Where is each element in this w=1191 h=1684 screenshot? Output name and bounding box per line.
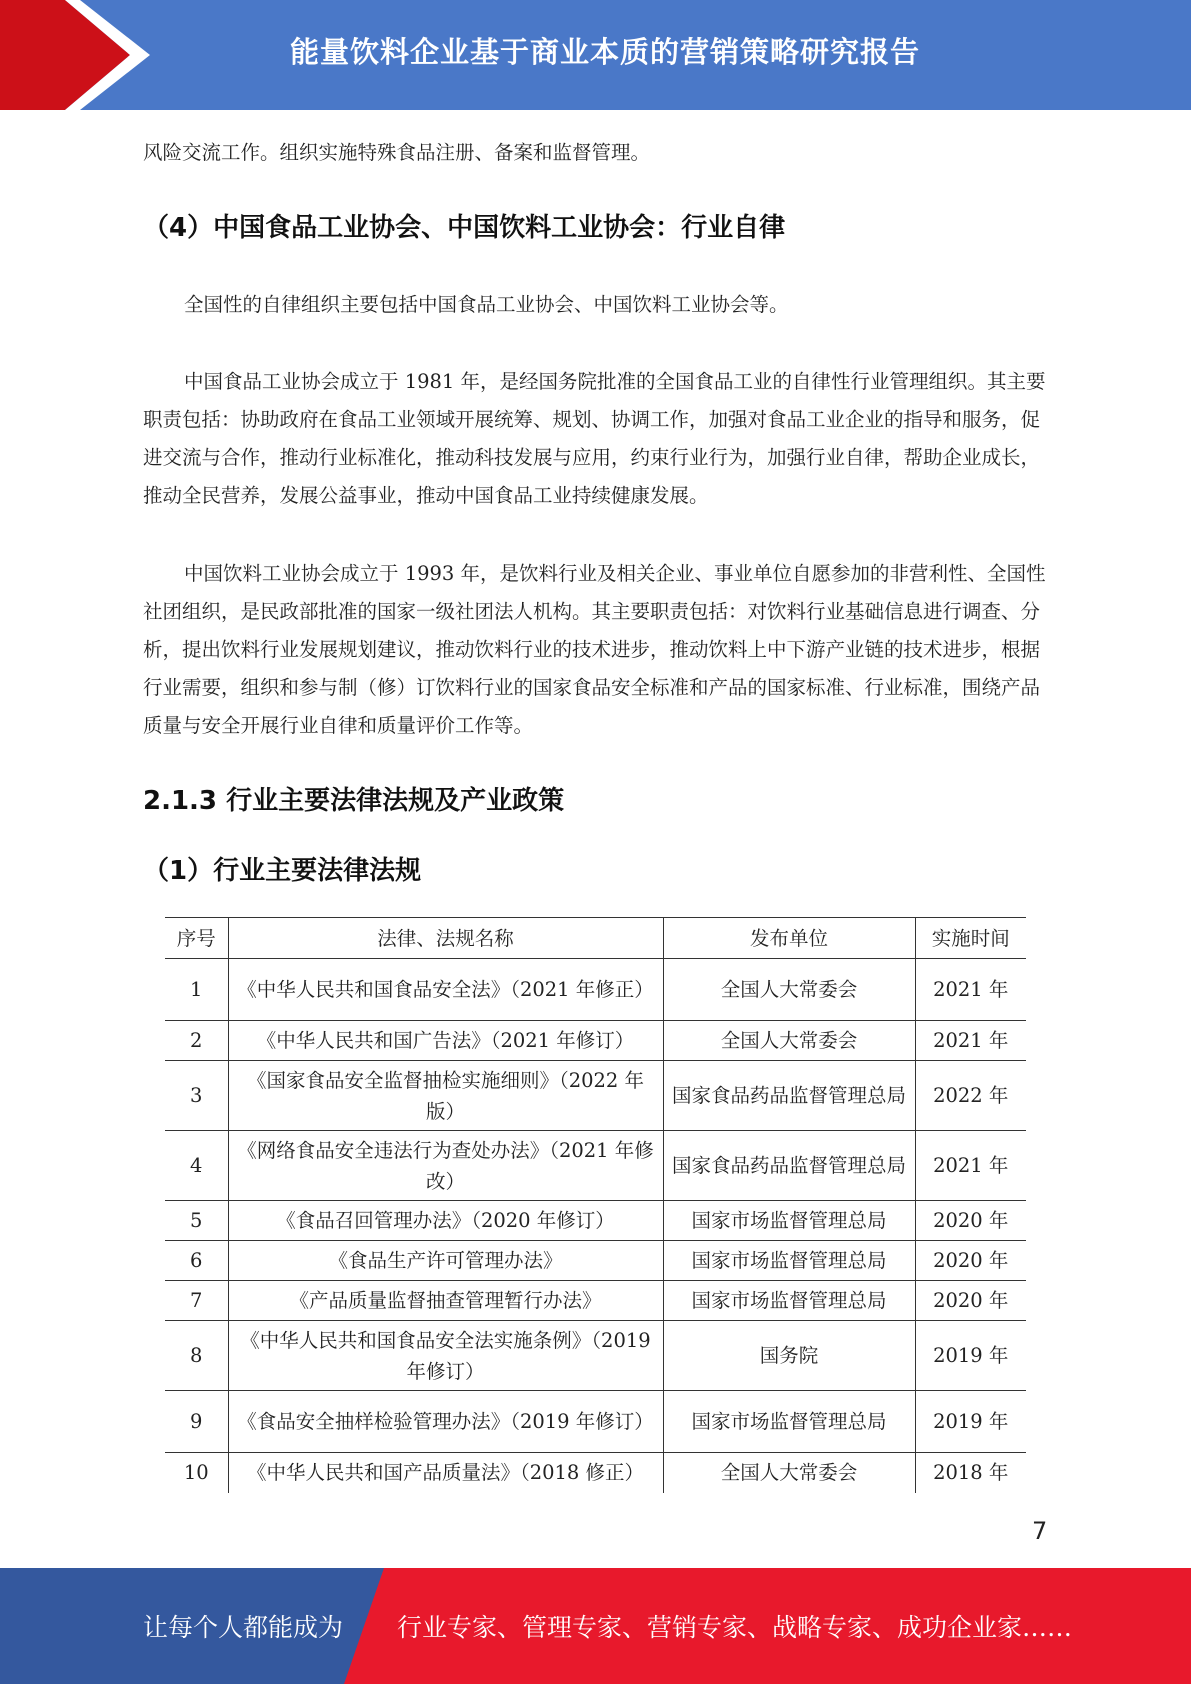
page-header — [0, 0, 1191, 110]
heading-main-laws: （1）行业主要法律法规 — [143, 856, 422, 886]
footer-slogan-roles: 行业专家、管理专家、营销专家、战略专家、成功企业家…… — [397, 1613, 1073, 1642]
cell-effective-date: 2021 年 — [915, 1131, 1026, 1201]
cell-issuer: 全国人大常委会 — [663, 1453, 915, 1493]
cell-number: 1 — [165, 959, 228, 1021]
cell-effective-date: 2019 年 — [915, 1391, 1026, 1453]
cell-law-name: 《食品生产许可管理办法》 — [228, 1241, 663, 1281]
cell-issuer: 国家食品药品监督管理总局 — [663, 1061, 915, 1131]
laws-table — [165, 917, 1026, 1493]
table-row — [165, 1321, 1026, 1391]
cell-effective-date: 2018 年 — [915, 1453, 1026, 1493]
cell-number: 7 — [165, 1281, 228, 1321]
table-header-row — [165, 918, 1026, 959]
cell-law-name: 《国家食品安全监督抽检实施细则》（2022 年版） — [228, 1061, 663, 1131]
paragraph-continued: 风险交流工作。组织实施特殊食品注册、备案和监督管理。 — [143, 141, 651, 164]
table-row — [165, 1453, 1026, 1493]
footer-slogan-lead: 让每个人都能成为 — [143, 1613, 344, 1642]
cell-law-name: 《食品安全抽样检验管理办法》（2019 年修订） — [228, 1391, 663, 1453]
cell-issuer: 全国人大常委会 — [663, 1021, 915, 1061]
paragraph-food-industry-association: 中国食品工业协会成立于 1981 年，是经国务院批准的全国食品工业的自律性行业管理组织。其主要职责包括：协助政府在食品工业领域开展统筹、规划、协调工作，加强对食品工业企业的指导和服务，促进交流与合作，推动行业标准化，推动科技发展与应用，约束行业行为，加强行业自律，帮助企业成长，推动全民营养，发展公益事业，推动中国食品工业持续健康发展。 — [143, 370, 1046, 507]
cell-number: 9 — [165, 1391, 228, 1453]
table-row — [165, 1201, 1026, 1241]
cell-issuer: 国家市场监督管理总局 — [663, 1201, 915, 1241]
cell-number: 2 — [165, 1021, 228, 1061]
paragraph-beverage-industry-association: 中国饮料工业协会成立于 1993 年，是饮料行业及相关企业、事业单位自愿参加的非营利性、全国性社团组织，是民政部批准的国家一级社团法人机构。其主要职责包括：对饮料行业基础信息进行调查、分析，提出饮料行业发展规划建议，推动饮料行业的技术进步，推动饮料上中下游产业链的技术进步，根据行业需要，组织和参与制（修）订饮料行业的国家食品安全标准和产品的国家标准、行业标准，围绕产品质量与安全开展行业自律和质量评价工作等。 — [143, 562, 1046, 737]
cell-law-name: 《中华人民共和国食品安全法实施条例》（2019 年修订） — [228, 1321, 663, 1391]
paragraph-associations-intro: 全国性的自律组织主要包括中国食品工业协会、中国饮料工业协会等。 — [184, 293, 789, 316]
cell-law-name: 《网络食品安全违法行为查处办法》（2021 年修改） — [228, 1131, 663, 1201]
cell-law-name: 《食品召回管理办法》（2020 年修订） — [228, 1201, 663, 1241]
cell-effective-date: 2020 年 — [915, 1241, 1026, 1281]
page-number: 7 — [1032, 1517, 1048, 1545]
col-header-law-name: 法律、法规名称 — [228, 918, 663, 959]
cell-issuer: 国务院 — [663, 1321, 915, 1391]
cell-effective-date: 2021 年 — [915, 1021, 1026, 1061]
cell-number: 6 — [165, 1241, 228, 1281]
cell-issuer: 国家食品药品监督管理总局 — [663, 1131, 915, 1201]
cell-issuer: 国家市场监督管理总局 — [663, 1281, 915, 1321]
cell-effective-date: 2019 年 — [915, 1321, 1026, 1391]
report-title: 能量饮料企业基于商业本质的营销策略研究报告 — [290, 35, 921, 69]
cell-law-name: 《中华人民共和国产品质量法》（2018 修正） — [228, 1453, 663, 1493]
cell-issuer: 国家市场监督管理总局 — [663, 1391, 915, 1453]
cell-issuer: 国家市场监督管理总局 — [663, 1241, 915, 1281]
table-row — [165, 1061, 1026, 1131]
cell-issuer: 全国人大常委会 — [663, 959, 915, 1021]
cell-effective-date: 2020 年 — [915, 1201, 1026, 1241]
col-header-effective-date: 实施时间 — [915, 918, 1026, 959]
cell-effective-date: 2020 年 — [915, 1281, 1026, 1321]
cell-number: 5 — [165, 1201, 228, 1241]
table-row — [165, 959, 1026, 1021]
section-heading-2-1-3: 2.1.3 行业主要法律法规及产业政策 — [143, 786, 565, 816]
cell-number: 4 — [165, 1131, 228, 1201]
cell-effective-date: 2021 年 — [915, 959, 1026, 1021]
table-row — [165, 1391, 1026, 1453]
table-row — [165, 1241, 1026, 1281]
cell-effective-date: 2022 年 — [915, 1061, 1026, 1131]
cell-number: 10 — [183, 1461, 209, 1485]
page-footer — [0, 1568, 1191, 1684]
cell-law-name: 《产品质量监督抽查管理暂行办法》 — [228, 1281, 663, 1321]
cell-number: 8 — [165, 1321, 228, 1391]
table-row — [165, 1281, 1026, 1321]
table-row — [165, 1131, 1026, 1201]
heading-industry-associations: （4）中国食品工业协会、中国饮料工业协会：行业自律 — [143, 213, 786, 243]
cell-number: 3 — [165, 1061, 228, 1131]
col-header-number: 序号 — [165, 918, 228, 959]
table-row — [165, 1021, 1026, 1061]
col-header-issuer: 发布单位 — [663, 918, 915, 959]
cell-law-name: 《中华人民共和国广告法》（2021 年修订） — [228, 1021, 663, 1061]
cell-law-name: 《中华人民共和国食品安全法》（2021 年修正） — [228, 959, 663, 1021]
